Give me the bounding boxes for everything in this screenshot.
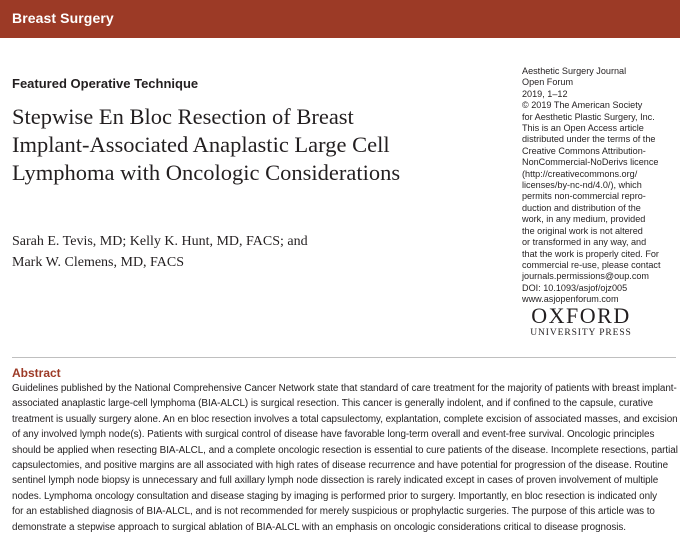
- title-line: Lymphoma with Oncologic Considerations: [12, 160, 401, 185]
- abstract-line: associated anaplastic large-cell lymphoma (BIA-ALCL) is surgical resection. This cancer is generally indolent, and if confined to the capsule, curative: [12, 398, 654, 410]
- license-line: (http://creativecommons.org/: [522, 168, 638, 179]
- license-text: [522, 123, 680, 283]
- journal-section-banner: [0, 0, 680, 38]
- article-type-label: Featured Operative Technique: [12, 76, 199, 91]
- abstract-line: treatment is usually surgery alone. An en bloc resection involves a total capsulectomy, explantation, complete excision of associated masses, and excision: [12, 413, 678, 425]
- license-line: duction and distribution of the: [522, 202, 641, 213]
- journal-subname: Open Forum: [522, 77, 574, 88]
- journal-website: www.asjopenforum.com: [522, 294, 619, 305]
- author-line: Mark W. Clemens, MD, FACS: [12, 255, 185, 270]
- copyright-line: © 2019 The American Society: [522, 100, 643, 111]
- doi: DOI: 10.1093/asjof/ojz005: [522, 282, 628, 293]
- journal-info-block: [522, 66, 680, 306]
- license-line: journals.permissions@oup.com: [522, 271, 649, 282]
- license-line: licenses/by-nc-nd/4.0/), which: [522, 180, 642, 191]
- publisher-logo: [527, 305, 635, 339]
- journal-volume: 2019, 1–12: [522, 88, 568, 99]
- title-line: Stepwise En Bloc Resection of Breast: [12, 104, 354, 129]
- author-line: Sarah E. Tevis, MD; Kelly K. Hunt, MD, FACS; and: [12, 234, 308, 249]
- abstract-line: nodes. Lymphoma oncology consultation and disease staging by imaging is performed prior to surgery. Importantly, en bloc resection is indicated only: [12, 490, 658, 502]
- article-title: [12, 103, 492, 187]
- section-banner-label: Breast Surgery: [12, 10, 114, 26]
- license-line: commercial re-use, please contact: [522, 259, 661, 270]
- license-line: the original work is not altered: [522, 225, 643, 236]
- abstract-line: for an established diagnosis of BIA-ALCL, and is not recommended for merely suspicious or prophylactic surgeries. The purpose of this article was to: [12, 506, 655, 518]
- abstract-body: [12, 381, 676, 535]
- abstract-heading: Abstract: [12, 366, 61, 380]
- publisher-name: OXFORD: [531, 303, 631, 328]
- section-divider: [12, 357, 676, 358]
- license-line: that the work is properly cited. For: [522, 248, 659, 259]
- author-list: [12, 231, 308, 273]
- license-line: This is an Open Access article: [522, 123, 644, 134]
- license-line: or transformed in any way, and: [522, 237, 647, 248]
- abstract-line: Guidelines published by the National Comprehensive Cancer Network state that standard of care treatment for the majority of patients with breast implant-: [12, 383, 677, 394]
- abstract-line: capsulectomies, and positive margins are all associated with high rates of disease recurrence and have potential for progression of the disease. Routine: [12, 460, 669, 472]
- license-line: distributed under the terms of the: [522, 134, 656, 145]
- abstract-line: demonstrate a stepwise approach to surgical ablation of BIA-ALCL with an emphasis on oncologic considerations critical to disease prognosis.: [12, 521, 627, 533]
- journal-name: Aesthetic Surgery Journal: [522, 66, 627, 76]
- license-line: NonCommercial-NoDerivs licence: [522, 157, 659, 168]
- license-line: permits non-commercial repro-: [522, 191, 646, 202]
- license-line: Creative Commons Attribution-: [522, 145, 646, 156]
- title-line: Implant-Associated Anaplastic Large Cell: [12, 132, 390, 157]
- license-line: work, in any medium, provided: [522, 214, 646, 225]
- abstract-line: should be applied when resecting BIA-ALCL, and a complete oncologic resection is essential to cure patients of the disease. Incomplete resections, partial: [12, 444, 678, 456]
- abstract-line: sentinel lymph node biopsy is unnecessary and full axillary lymph node dissection is rarely indicated except in cases of proven involvement of multiple: [12, 475, 659, 487]
- abstract-line: of any involved lymph node(s). Patients with surgical control of disease have favorable long-term overall and event-free survival. Oncologic principles: [12, 429, 655, 441]
- publisher-subname: UNIVERSITY PRESS: [530, 328, 632, 338]
- copyright-line: for Aesthetic Plastic Surgery, Inc.: [522, 111, 655, 122]
